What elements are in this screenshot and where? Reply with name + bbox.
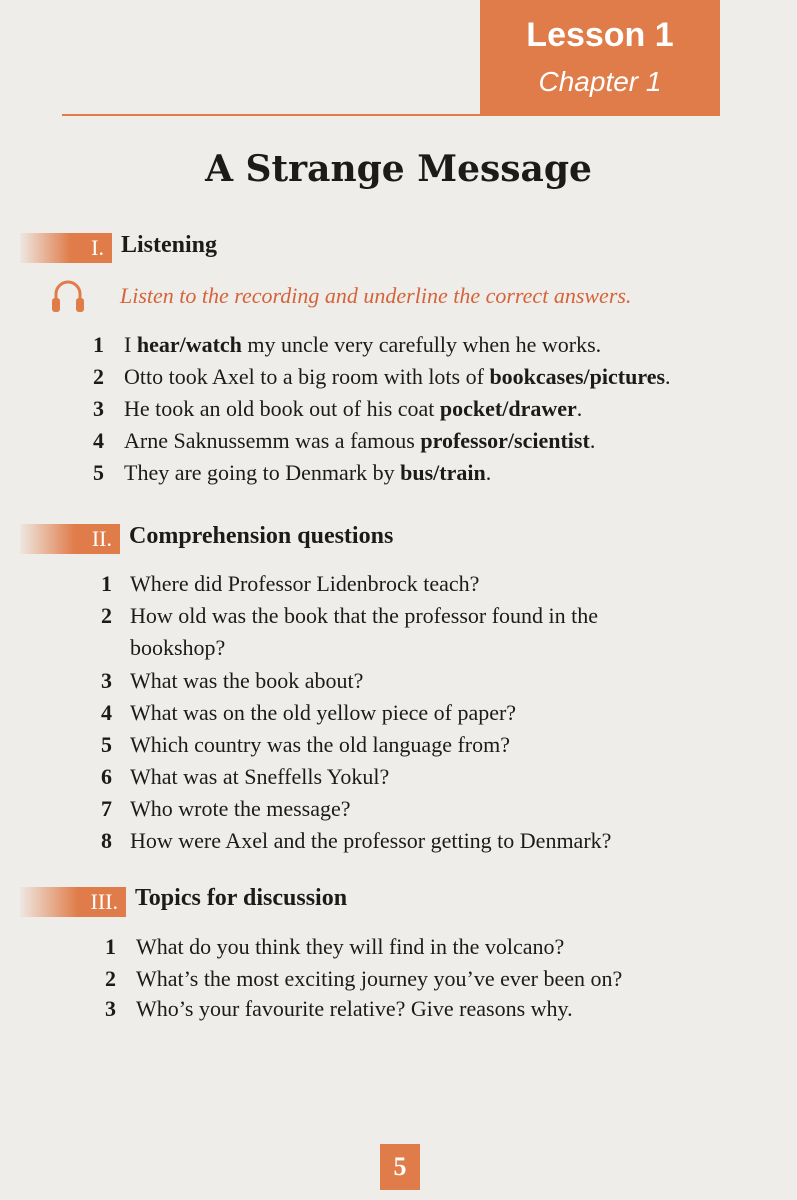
item-number: 3: [101, 668, 112, 693]
item-number: 2: [93, 364, 104, 389]
question-text: What was on the old yellow piece of paper?: [130, 700, 517, 725]
section-heading-listening: Listening: [121, 232, 218, 258]
item-text-after: .: [665, 364, 671, 389]
question-text: How were Axel and the professor getting to Denmark?: [130, 828, 612, 853]
item-text: [124, 460, 491, 486]
item-text: [124, 364, 671, 390]
question-text: Which country was the old language from?: [130, 732, 510, 757]
question-text: Where did Professor Lidenbrock teach?: [130, 571, 480, 596]
item-text: [124, 332, 601, 358]
headphones-icon: [50, 276, 86, 316]
item-number: 5: [93, 460, 104, 485]
item-number: 3: [93, 396, 104, 421]
item-number: 8: [101, 828, 112, 853]
item-number: 3: [105, 996, 116, 1021]
answer-choices: professor/scientist: [420, 428, 590, 453]
question-text: Who wrote the message?: [130, 796, 351, 821]
section-numeral-discussion: III.: [20, 887, 126, 917]
item-text-after: .: [589, 428, 596, 453]
section-numeral-comprehension: II.: [20, 524, 120, 554]
item-number: 4: [101, 700, 112, 725]
item-text-before: He took an old book out of his coat: [124, 396, 440, 421]
section-heading-discussion: Topics for discussion: [135, 885, 348, 911]
item-text-before: They are going to Denmark by: [124, 460, 401, 485]
lesson-label: Lesson 1: [526, 16, 674, 54]
item-number: 2: [105, 966, 116, 991]
section-numeral-listening: I.: [20, 233, 112, 263]
item-text-before: Arne Saknussemm was a famous: [124, 428, 421, 453]
topic-text: What’s the most exciting journey you’ve ever been on?: [136, 966, 623, 991]
item-text-after: my uncle very carefully when he works.: [241, 332, 602, 357]
section-heading-comprehension: Comprehension questions: [129, 523, 394, 549]
answer-choices: hear/watch: [136, 332, 242, 357]
topic-text: What do you think they will find in the volcano?: [136, 934, 565, 959]
item-number: 1: [93, 332, 104, 357]
item-number: 6: [101, 764, 112, 789]
item-text-before: Otto took Axel to a big room with lots of: [124, 364, 490, 389]
item-text-before: I: [124, 332, 137, 357]
item-number: 7: [101, 796, 112, 821]
page-title: A Strange Message: [205, 148, 592, 190]
question-text: How old was the book that the professor found in the: [130, 603, 599, 628]
item-number: 4: [93, 428, 104, 453]
item-text: [124, 396, 582, 422]
question-text: What was at Sneffells Yokul?: [130, 764, 390, 789]
question-text: What was the book about?: [130, 668, 364, 693]
item-text: [124, 428, 595, 454]
item-text-after: .: [485, 460, 492, 485]
question-text-continued: bookshop?: [130, 635, 226, 660]
chapter-label: Chapter 1: [538, 66, 662, 97]
answer-choices: pocket/drawer: [439, 396, 577, 421]
item-number: 5: [101, 732, 112, 757]
answer-choices: bookcases/pictures: [489, 364, 666, 389]
topic-text: Who’s your favourite relative? Give reasons why.: [136, 996, 573, 1021]
listening-instruction: Listen to the recording and underline the correct answers.: [120, 283, 632, 308]
lesson-tab: [480, 0, 720, 116]
answer-choices: bus/train: [400, 460, 486, 485]
header-rule: [62, 114, 482, 116]
item-text-after: .: [576, 396, 583, 421]
page-number: 5: [380, 1144, 420, 1190]
item-number: 1: [105, 934, 116, 959]
item-number: 1: [101, 571, 112, 596]
item-number: 2: [101, 603, 112, 628]
